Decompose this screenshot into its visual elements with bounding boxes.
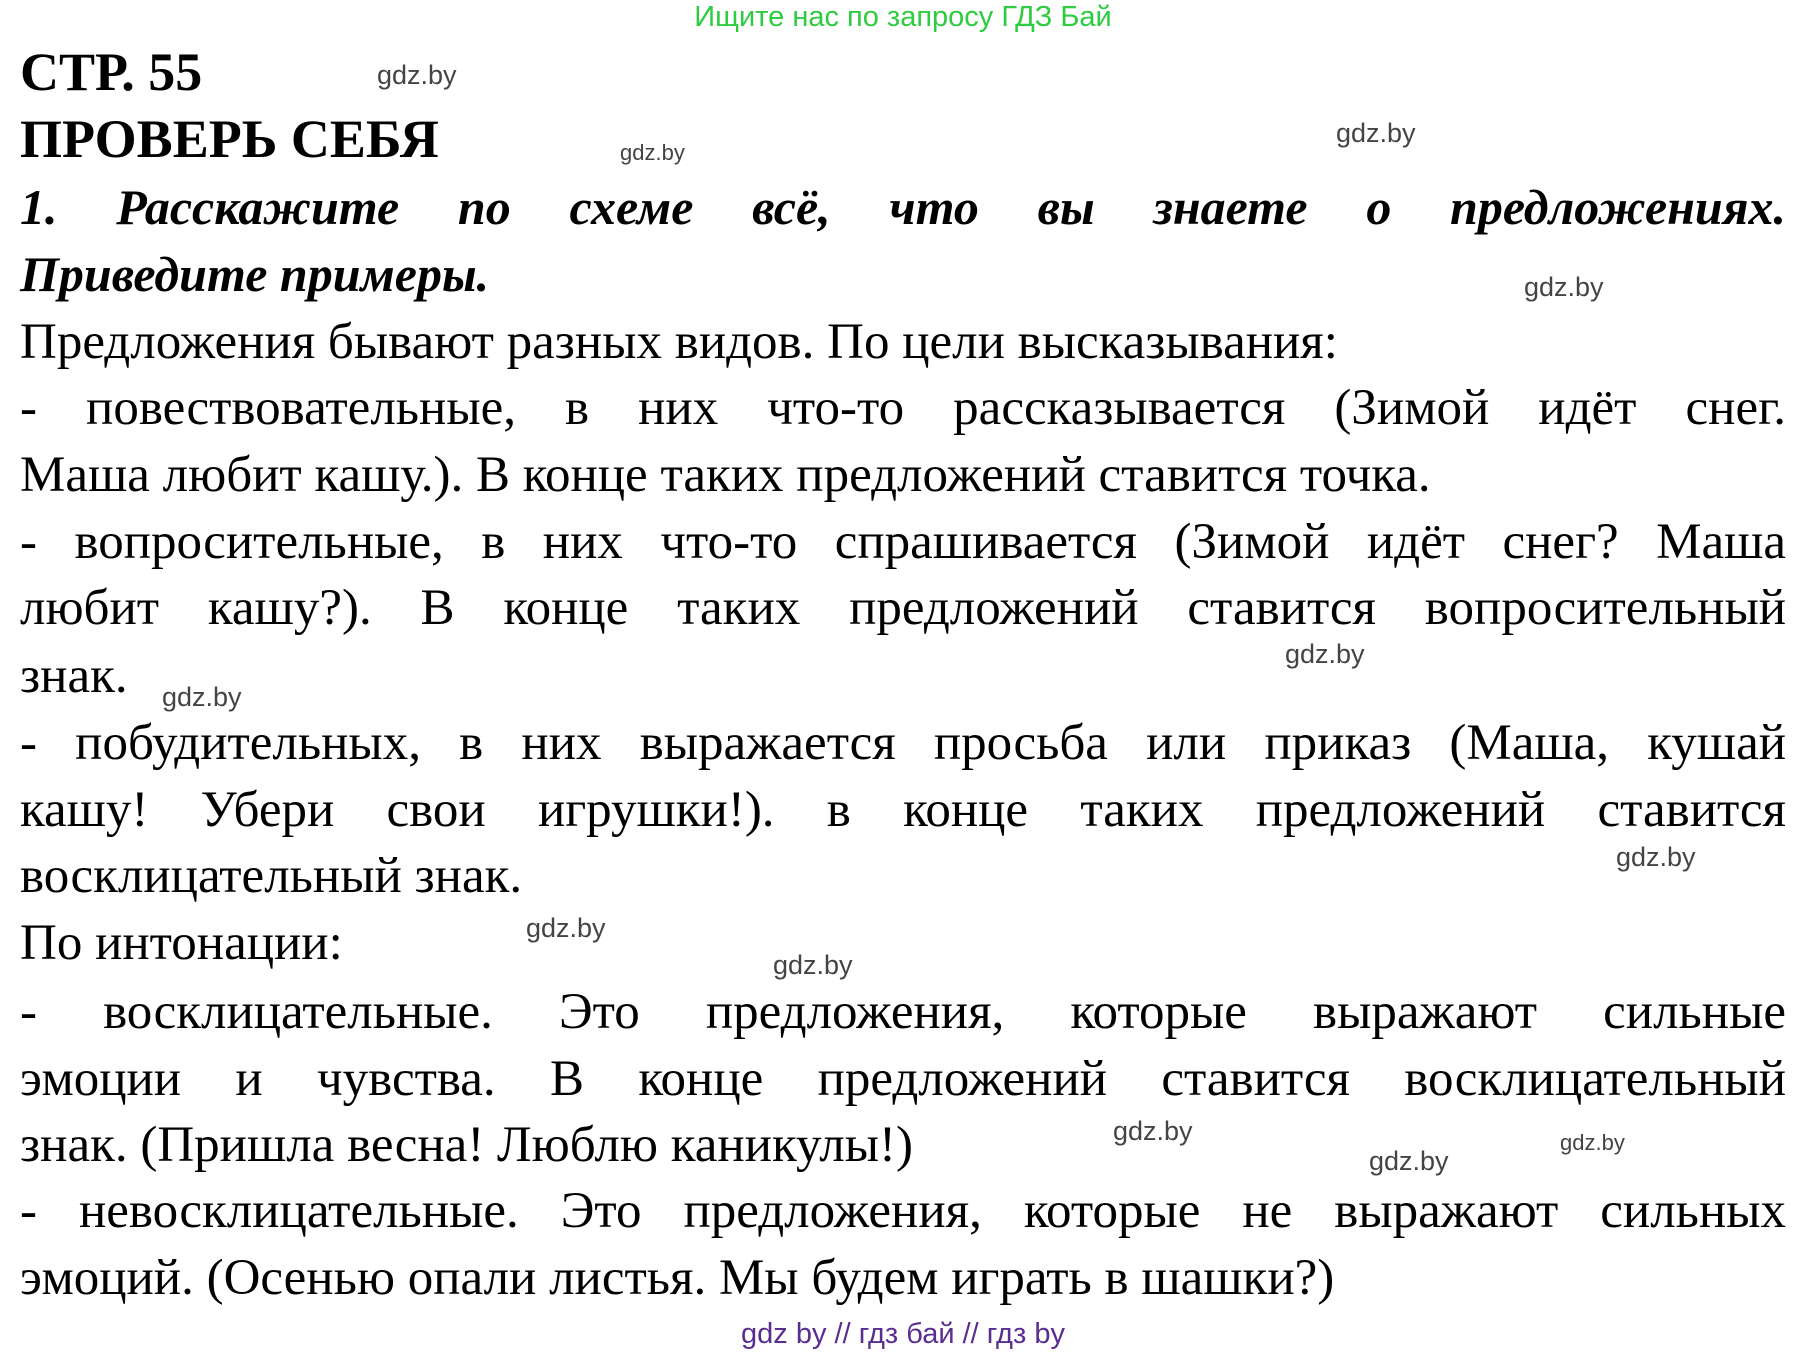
answer-line: Маша любит кашу.). В конце таких предложений ставится точка. <box>20 447 1431 503</box>
page-label: СТР. 55 <box>20 42 203 102</box>
footer-links: gdz by // гдз бай // гдз by <box>741 1318 1065 1350</box>
watermark-text: gdz.by <box>620 140 685 165</box>
watermark-text: gdz.by <box>377 60 457 90</box>
answer-line: - вопросительные, в них что-то спрашивается (Зимой идёт снег? Маша <box>20 514 1786 570</box>
watermark-text: gdz.by <box>773 950 853 980</box>
answer-line: - невосклицательные. Это предложения, которые не выражают сильных <box>20 1183 1786 1239</box>
answer-line: знак. <box>20 648 128 704</box>
answer-line: эмоций. (Осенью опали листья. Мы будем играть в шашки?) <box>20 1250 1335 1306</box>
answer-line: любит кашу?). В конце таких предложений ставится вопросительный <box>20 580 1786 636</box>
search-banner: Ищите нас по запросу ГДЗ Бай <box>694 1 1112 33</box>
watermark-text: gdz.by <box>162 682 242 712</box>
watermark-text: gdz.by <box>526 913 606 943</box>
watermark-text: gdz.by <box>1113 1116 1193 1146</box>
task-text-line-2: Приведите примеры. <box>20 246 490 302</box>
watermark-text: gdz.by <box>1336 118 1416 148</box>
answer-line: знак. (Пришла весна! Люблю каникулы!) <box>20 1117 913 1173</box>
answer-line: Предложения бывают разных видов. По цели высказывания: <box>20 314 1338 370</box>
task-text-line-1: 1. Расскажите по схеме всё, что вы знаете о предложениях. <box>20 179 1786 235</box>
watermark-text: gdz.by <box>1369 1146 1449 1176</box>
section-title: ПРОВЕРЬ СЕБЯ <box>20 109 439 169</box>
answer-line: - повествовательные, в них что-то рассказывается (Зимой идёт снег. <box>20 380 1786 436</box>
answer-line: - побудительных, в них выражается просьба или приказ (Маша, кушай <box>20 715 1786 771</box>
answer-line: - восклицательные. Это предложения, которые выражают сильные <box>20 984 1786 1040</box>
answer-line: кашу! Убери свои игрушки!). в конце таких предложений ставится <box>20 782 1786 838</box>
watermark-text: gdz.by <box>1616 842 1696 872</box>
answer-line: По интонации: <box>20 915 343 971</box>
answer-line: восклицательный знак. <box>20 848 523 904</box>
watermark-text: gdz.by <box>1285 639 1365 669</box>
watermark-text: gdz.by <box>1524 272 1604 302</box>
watermark-text: gdz.by <box>1560 1130 1625 1155</box>
answer-line: эмоции и чувства. В конце предложений ставится восклицательный <box>20 1051 1786 1107</box>
